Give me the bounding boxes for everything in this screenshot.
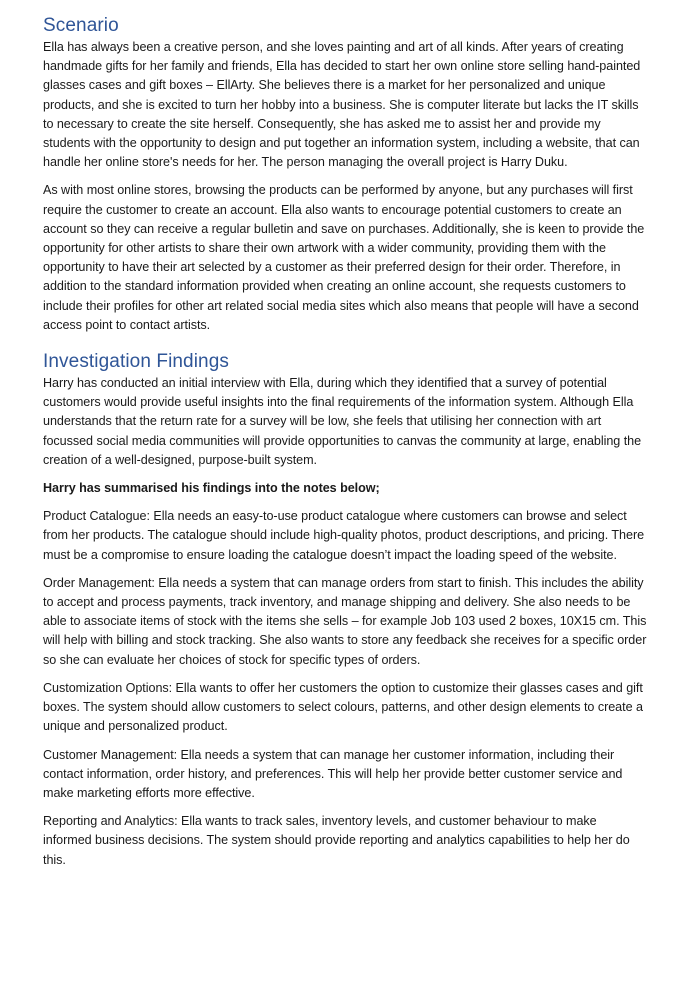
scenario-paragraph-1: Ella has always been a creative person, and she loves painting and art of all kinds. After years of creating handmade gifts for her family and friends, Ella has decided to start her own online store selling hand-painted glasses cases and gift boxes – EllArty. She believes there is a market for her personalized and unique products, and she is excited to turn her hobby into a business. She is computer literate but lacks the IT skills to necessary to create the site herself. Consequently, she has asked me to assist her and provide my students with the opportunity to design and put together an information system, including a website, that can handle her online store's needs for her. The person managing the overall project is Harry Duku. (43, 40, 641, 170)
note-product-catalogue: Product Catalogue: Ella needs an easy-to-use product catalogue where customers can browse and select from her products. The catalogue should include high-quality photos, product descriptions, and pricing. There must be a compromise to ensure loading the catalogue doesn’t impact the loading speed of the website. (43, 509, 645, 562)
findings-summary-label: Harry has summarised his findings into the notes below; (43, 481, 380, 496)
note-customization-options: Customization Options: Ella wants to offer her customers the option to customize their glasses cases and gift boxes. The system should allow customers to select colours, patterns, and other design elements to create a unique and personalized product. (43, 680, 643, 734)
note-customer-management: Customer Management: Ella needs a system that can manage her customer information, including their contact information, order history, and preferences. This will help her provide better customer service and make marketing efforts more effective. (43, 747, 623, 800)
findings-heading: Investigation Findings (43, 351, 229, 373)
note-order-management: Order Management: Ella needs a system that can manage orders from start to finish. This includes the ability to accept and process payments, track inventory, and manage shipping and delivery. She also needs to be able to associate items of stock with the items she sells – for example Job 103 used 2 boxes, 10X15 cm. This will help with billing and stock tracking. She also wants to store any feedback she receives for a specific order so she can evaluate her choices of stock for specific types of orders. (43, 575, 647, 667)
findings-intro: Harry has conducted an initial interview with Ella, during which they identified that a survey of potential customers would provide useful insights into the final requirements of the information system. Although Ella understands that the return rate for a survey will be low, she feels that utilising her connection with art focussed social media communities will provide opportunities to canvas the community at large, enabling the creation of a well-designed, purpose-built system. (43, 376, 642, 467)
scenario-heading: Scenario (43, 15, 119, 36)
scenario-paragraph-2: As with most online stores, browsing the products can be performed by anyone, but any purchases will first require the customer to create an account. Ella also wants to encourage potential customers to create an account so they can receive a regular bulletin and save on purchases. Additionally, she is keen to provide the opportunity for other artists to share their own artwork with a wider community, providing them with the opportunity to have their art selected by a customer as their preferred design for their order. Therefore, in addition to the standard information provided when creating an online account, she requests customers to include their profiles for other art related social media sites which also means that people will have a second access point to contact artists. (43, 183, 645, 332)
note-reporting-analytics: Reporting and Analytics: Ella wants to track sales, inventory levels, and customer behaviour to make informed business decisions. The system should provide reporting and analytics capabilities to help her do this. (43, 814, 630, 867)
